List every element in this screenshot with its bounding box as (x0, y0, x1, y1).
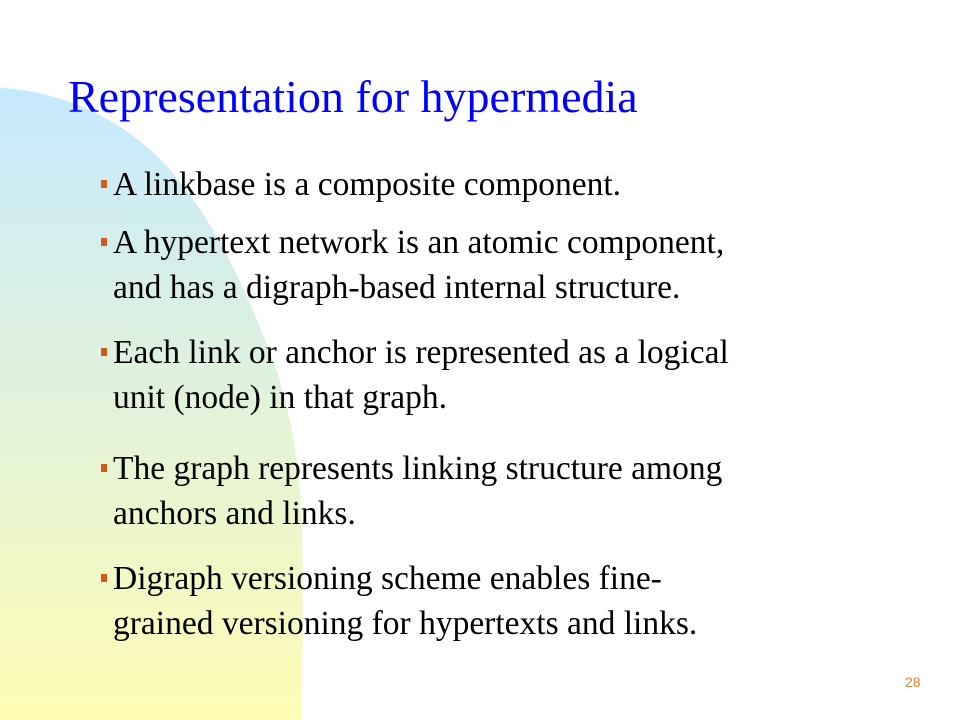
bullet-line-1: Each link or anchor is represented as a logical (113, 334, 729, 371)
bullet-line-1: A linkbase is a composite component. (113, 166, 621, 203)
bullet-line-1: The graph represents linking structure among (113, 450, 723, 487)
bullet-line-2: unit (node) in that graph. (113, 379, 447, 416)
bullet-line-1: Digraph versioning scheme enables fine- (113, 560, 662, 597)
bullet-item (103, 556, 697, 646)
bullet-line-1: A hypertext network is an atomic component, (113, 224, 725, 261)
square-bullet-icon (101, 574, 107, 582)
square-bullet-icon (101, 348, 107, 356)
bullet-item (103, 446, 722, 536)
bullet-item (103, 220, 724, 310)
bullet-item (103, 330, 729, 420)
bullet-line-2: grained versioning for hypertexts and links. (113, 605, 698, 642)
square-bullet-icon (101, 238, 107, 246)
bullet-line-2: anchors and links. (113, 495, 356, 532)
square-bullet-icon (101, 180, 107, 188)
square-bullet-icon (101, 464, 107, 472)
page-number: 28 (905, 674, 921, 690)
bullet-line-2: and has a digraph-based internal structure. (113, 269, 681, 306)
slide-title: Representation for hypermedia (68, 71, 638, 122)
bullet-item (103, 162, 621, 207)
